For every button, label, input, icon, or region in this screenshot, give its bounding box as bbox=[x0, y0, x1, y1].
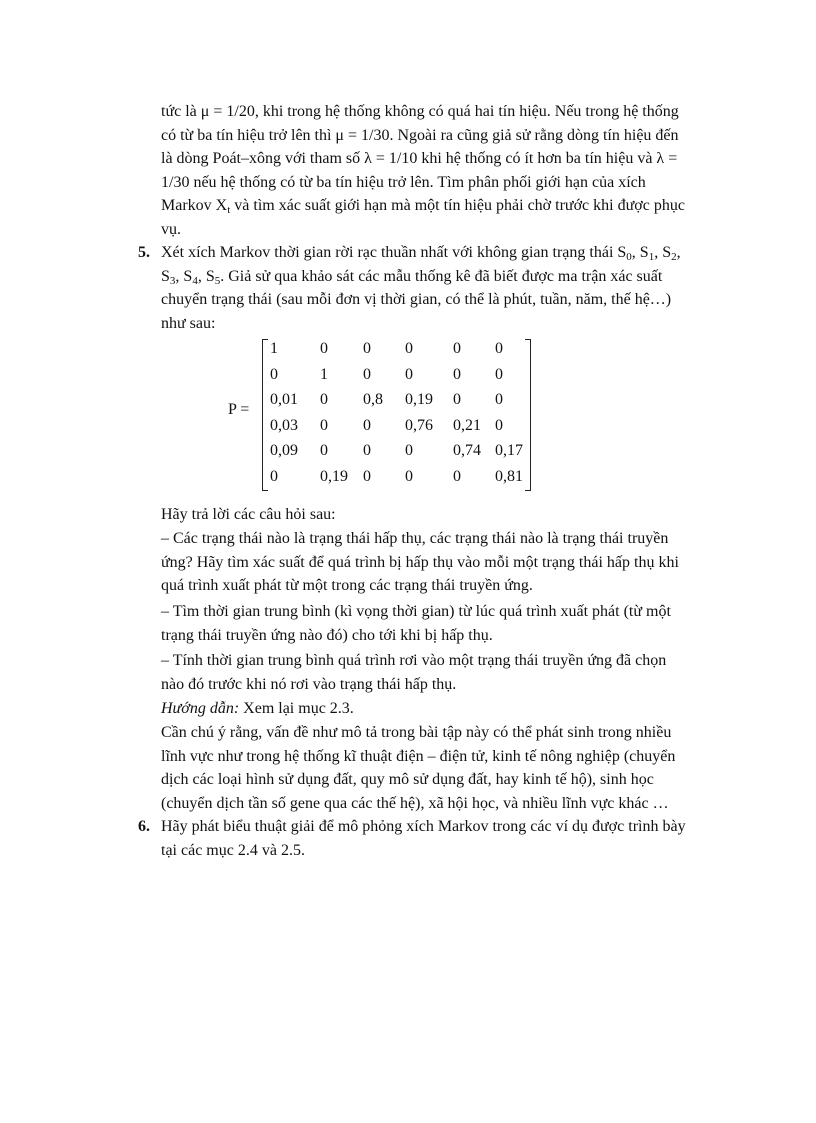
text-segment: . Giả sử qua khảo sát các mẫu thống kê đã biết được ma trận xác suất bbox=[220, 267, 663, 285]
matrix-cell: 0 bbox=[363, 365, 371, 383]
matrix-cell: 0,76 bbox=[405, 416, 433, 434]
matrix-cell: 0 bbox=[453, 467, 461, 485]
matrix-cell: 0,09 bbox=[270, 442, 298, 459]
matrix-cell: 0,19 bbox=[405, 391, 433, 408]
matrix-cell: 0 bbox=[320, 416, 328, 434]
matrix-cell: 0,8 bbox=[363, 391, 383, 408]
matrix-cell: 0 bbox=[363, 416, 371, 434]
text-line: vụ. bbox=[161, 220, 181, 238]
transition-matrix bbox=[228, 336, 538, 492]
intro-paragraph bbox=[161, 100, 699, 241]
text-segment: Xét xích Markov thời gian rời rạc thuần nhất với không gian trạng thái S bbox=[161, 244, 627, 261]
matrix-cell: 0 bbox=[363, 340, 371, 357]
text-line: trạng thái truyền ứng nào đó) cho tới khi bị hấp thụ. bbox=[161, 626, 493, 644]
text-line bbox=[161, 194, 699, 218]
question-2 bbox=[161, 600, 699, 647]
text-line: – Tìm thời gian trung bình (kì vọng thời gian) từ lúc quá trình xuất phát (từ một bbox=[161, 603, 671, 620]
subscript: 3 bbox=[169, 274, 176, 287]
text-line: nào đó trước khi nó rơi vào trạng thái hấp thụ. bbox=[161, 675, 457, 693]
subscript: 5 bbox=[214, 274, 221, 287]
question-1 bbox=[161, 527, 699, 598]
matrix-bracket-right bbox=[525, 339, 531, 491]
text-line: (chuyển dịch tần số gene qua các thế hệ), xã hội học, và nhiều lĩnh vực khác … bbox=[161, 794, 669, 812]
matrix-cell: 0,74 bbox=[453, 442, 481, 459]
matrix-cell: 0 bbox=[453, 391, 461, 408]
text-line: $S_3$, $S_4$, $S_5$. Giả sử qua khảo sát các mẫu thống kê đã biết được ma trận xác suất bbox=[161, 267, 663, 287]
text-line: – Các trạng thái nào là trạng thái hấp thụ, các trạng thái nào là trạng thái truyền bbox=[161, 530, 669, 547]
problem-number: 5. bbox=[138, 244, 150, 261]
matrix-cell: 1 bbox=[320, 365, 328, 383]
text-line: Xét xích Markov thời gian rời rạc thuần nhất với không gian trạng thái $S_0$, $S_1$, $S_2$, bbox=[161, 244, 681, 263]
question-3 bbox=[161, 649, 699, 696]
matrix-cell: 0 bbox=[495, 391, 503, 408]
matrix-cell: 0 bbox=[270, 365, 278, 383]
text-line: – Tính thời gian trung bình quá trình rơi vào một trạng thái truyền ứng đã chọn bbox=[161, 652, 667, 669]
text-line: 1/30 nếu hệ thống có từ ba tín hiệu trở lên. Tìm phân phối giới hạn của xích bbox=[161, 173, 646, 191]
hint-label: Hướng dẫn: bbox=[161, 700, 240, 717]
questions-intro bbox=[161, 503, 699, 527]
subscript: 1 bbox=[648, 251, 655, 263]
text-line: Hãy trả lời các câu hỏi sau: bbox=[161, 506, 336, 523]
hint-text: Xem lại mục 2.3. bbox=[239, 700, 354, 717]
subscript: 2 bbox=[671, 251, 677, 263]
matrix-cell: 0,03 bbox=[270, 416, 298, 434]
matrix-cell: 0 bbox=[363, 442, 371, 459]
matrix-cell: 0 bbox=[453, 340, 461, 357]
text-line: ứng? Hãy tìm xác suất để quá trình bị hấp thụ vào mỗi một trạng thái hấp thụ khi bbox=[161, 553, 679, 571]
text-line: quá trình xuất phát từ một trong các trạng thái truyền ứng. bbox=[161, 577, 533, 594]
subscript: t bbox=[227, 204, 231, 216]
matrix-cell: 0 bbox=[320, 391, 328, 408]
text-line bbox=[161, 697, 699, 721]
matrix-bracket-left bbox=[262, 339, 268, 491]
text-line: Cần chú ý rằng, vấn đề như mô tả trong bài tập này có thể phát sinh trong nhiều bbox=[161, 724, 672, 741]
matrix-cell: 1 bbox=[270, 340, 278, 357]
matrix-cell: 0,01 bbox=[270, 391, 298, 408]
text-line: dịch các loại hình sử dụng đất, quy mô sử dụng đất, hay kinh tế hộ), sinh học bbox=[161, 771, 654, 788]
text-line: chuyển trạng thái (sau mỗi đơn vị thời gian, có thể là phút, tuần, năm, thế hệ…) bbox=[161, 291, 672, 308]
matrix-cell: 0 bbox=[405, 442, 413, 459]
subscript: 0 bbox=[626, 251, 632, 263]
problem5-statement bbox=[161, 241, 699, 335]
matrix-cell: 0 bbox=[495, 416, 503, 434]
matrix-cell: 0 bbox=[495, 365, 503, 383]
matrix-cell: 0 bbox=[495, 340, 503, 357]
matrix-cell: 0,81 bbox=[495, 467, 523, 485]
note-paragraph bbox=[161, 721, 699, 815]
problem-number: 6. bbox=[138, 818, 150, 835]
text-segment: và tìm xác suất giới hạn mà một tín hiệu phải chờ trước khi được phục bbox=[230, 197, 685, 214]
matrix-cell: 0 bbox=[270, 467, 278, 485]
text-line: như sau: bbox=[161, 314, 216, 332]
text-segment: Markov X bbox=[161, 197, 228, 214]
matrix-cell: 0 bbox=[453, 365, 461, 383]
text-line: Hãy phát biểu thuật giải để mô phỏng xích Markov trong các ví dụ được trình bày bbox=[161, 818, 686, 835]
hint bbox=[161, 697, 699, 721]
text-line: có từ ba tín hiệu trở lên thì μ = 1/30. Ngoài ra cũng giả sử rằng dòng tín hiệu đến bbox=[161, 126, 679, 144]
matrix-cell: 0,19 bbox=[320, 467, 348, 485]
matrix-cell: 0 bbox=[405, 340, 413, 357]
text-line: tại các mục 2.4 và 2.5. bbox=[161, 841, 305, 859]
matrix-cell: 0 bbox=[405, 365, 413, 383]
subscript: 4 bbox=[192, 274, 198, 287]
text-line: là dòng Poát–xông với tham số λ = 1/10 khi hệ thống có ít hơn ba tín hiệu và λ = bbox=[161, 150, 678, 167]
text-line: lĩnh vực như trong hệ thống kĩ thuật điện – điện tử, kinh tế nông nghiệp (chuyển bbox=[161, 747, 676, 765]
matrix-cell: 0,17 bbox=[495, 442, 523, 459]
text-line: tức là μ = 1/20, khi trong hệ thống không có quá hai tín hiệu. Nếu trong hệ thống bbox=[161, 103, 679, 120]
problem6-statement bbox=[161, 815, 699, 862]
matrix-cell: 0 bbox=[320, 340, 328, 357]
matrix-cell: 0 bbox=[320, 442, 328, 459]
matrix-cell: 0 bbox=[405, 467, 413, 485]
matrix-label: P = bbox=[228, 401, 250, 418]
matrix-cell: 0,21 bbox=[453, 416, 481, 434]
matrix-cell: 0 bbox=[363, 467, 371, 485]
